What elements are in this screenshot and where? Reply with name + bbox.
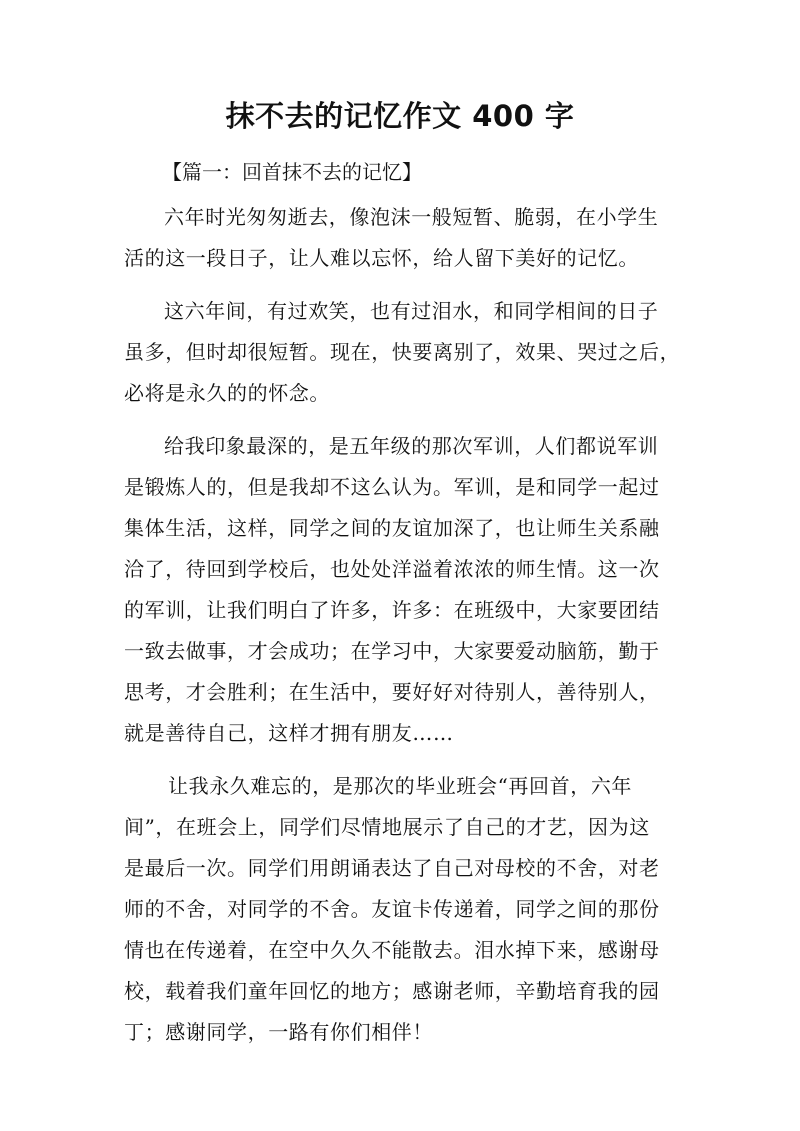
paragraph-line: 师的不舍，对同学的不舍。友谊卡传递着，同学之间的那份 — [124, 897, 660, 921]
paragraph-3 — [124, 426, 684, 754]
paragraph-line: 思考，才会胜利；在生活中，要好好对待别人，善待别人， — [124, 680, 660, 704]
paragraph-2 — [124, 291, 684, 414]
paragraph-line: 间”，在班会上，同学们尽情地展示了自己的才艺，因为这 — [124, 815, 650, 839]
paragraph-line: 给我印象最深的，是五年级的那次军训，人们都说军训 — [164, 434, 659, 458]
paragraph-line: 一致去做事，才会成功；在学习中，大家要爱动脑筋，勤于 — [124, 639, 660, 663]
paragraph-line: 这六年间，有过欢笑，也有过泪水，和同学相间的日子 — [164, 299, 659, 323]
paragraph-line: 六年时光匆匆逝去，像泡沫一般短暂、脆弱，在小学生 — [164, 205, 659, 229]
paragraph-line: 的军训，让我们明白了许多，许多：在班级中，大家要团结 — [124, 598, 660, 622]
paragraph-line: 校，载着我们童年回忆的地方；感谢老师，辛勤培育我的园 — [124, 979, 660, 1003]
paragraph-1 — [124, 197, 684, 279]
paragraph-line: 是最后一次。同学们用朗诵表达了自己对母校的不舍，对老 — [124, 856, 660, 880]
paragraph-line: 必将是永久的的怀念。 — [124, 381, 330, 405]
document-title: 抹不去的记忆作文 400 字 — [225, 99, 575, 133]
article-body — [124, 197, 684, 1065]
section-heading: 【篇一：回首抹不去的记忆】 — [162, 160, 422, 184]
paragraph-line: 虽多，但时却很短暂。现在，快要离别了，效果、哭过之后， — [124, 340, 681, 364]
paragraph-4 — [124, 766, 684, 1053]
paragraph-line: 洽了，待回到学校后，也处处洋溢着浓浓的师生情。这一次 — [124, 557, 660, 581]
paragraph-line: 是锻炼人的，但是我却不这么认为。军训，是和同学一起过 — [124, 475, 660, 499]
paragraph-line: 就是善待自己，这样才拥有朋友…… — [124, 721, 454, 745]
paragraph-line: 集体生活，这样，同学之间的友谊加深了，也让师生关系融 — [124, 516, 660, 540]
paragraph-line: 丁；感谢同学，一路有你们相伴！ — [124, 1020, 433, 1044]
paragraph-line: 情也在传递着，在空中久久不能散去。泪水掉下来，感谢母 — [124, 938, 660, 962]
paragraph-line: 活的这一段日子，让人难以忘怀，给人留下美好的记忆。 — [124, 246, 639, 270]
paragraph-line: 让我永久难忘的，是那次的毕业班会“再回首，六年 — [168, 774, 633, 798]
